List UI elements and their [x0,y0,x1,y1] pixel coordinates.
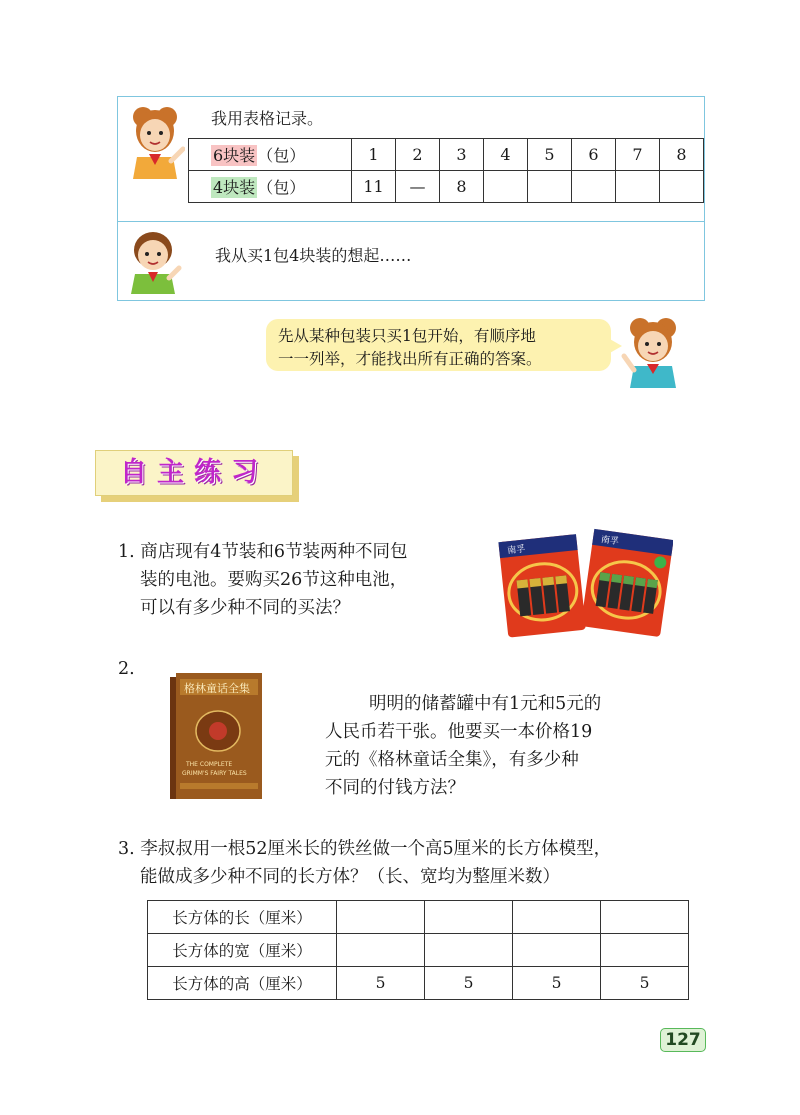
question-2-number: 2. [118,659,135,679]
girl-intro-text: 我用表格记录。 [211,109,324,128]
question-line: 人民币若干张。他要买一本价格19 [325,722,593,742]
row-label: 长方体的高（厘米） [148,967,337,1000]
row-label: 长方体的长（厘米） [148,901,337,934]
hint-line: 一一列举，才能找出所有正确的答案。 [278,350,542,368]
table-cell: 5 [528,139,572,171]
question-line: 3. 李叔叔用一根52厘米长的铁丝做一个高5厘米的长方体模型， [118,839,612,859]
question-line: 元的《格林童话全集》，有多少种 [325,750,579,770]
table-cell: 5 [337,967,425,1000]
table-cell [513,934,601,967]
table-cell: 4 [484,139,528,171]
table-row [148,934,689,967]
table-cell [337,934,425,967]
question-line: 1. 商店现有4节装和6节装两种不同包 [118,542,408,562]
question-line: 明明的储蓄罐中有1元和5元的 [369,694,602,714]
table-row [189,139,704,171]
table-cell [616,171,660,203]
pack-record-table [188,138,704,203]
table-row [148,901,689,934]
question-2 [325,690,670,802]
record-box-divider [118,221,704,222]
table-cell: 3 [440,139,484,171]
table-cell: 5 [513,967,601,1000]
table-cell [513,901,601,934]
table-cell [572,171,616,203]
girl-character-icon [620,312,686,388]
question-1 [118,538,488,622]
table-cell: 5 [425,967,513,1000]
girl-character-icon [123,99,185,179]
question-line: 可以有多少种不同的买法？ [140,598,350,618]
table-cell [601,934,689,967]
question-3 [118,835,718,891]
book-image [170,673,264,801]
table-cell [660,171,704,203]
battery-brand-label: 南孚 [506,544,526,557]
book-title: 格林童话全集 [184,682,250,695]
table-row [189,171,704,203]
table-cell: 6 [572,139,616,171]
table-cell [337,901,425,934]
boy-character-icon [123,228,185,294]
question-line: 装的电池。要购买26节这种电池， [140,570,408,590]
hint-line: 先从某种包装只买1包开始，有顺序地 [278,327,536,345]
row-label: 长方体的宽（厘米） [148,934,337,967]
table-cell [601,901,689,934]
section-title: 自主练习 [95,450,293,496]
battery-brand-label: 南孚 [600,534,620,548]
table-cell: 8 [440,171,484,203]
hint-bubble [266,319,611,371]
book-subtitle-en: GRIMM'S FAIRY TALES [182,770,247,777]
table-cell [425,901,513,934]
table-cell: 11 [352,171,396,203]
table-cell [425,934,513,967]
page-number: 127 [660,1028,706,1052]
battery-pack-image [497,528,673,640]
table-cell: 7 [616,139,660,171]
table-cell [484,171,528,203]
table-cell [528,171,572,203]
table-cell: 8 [660,139,704,171]
row-label-6pack: 6块装 （包） [189,139,352,171]
table-row [148,967,689,1000]
table-cell: 5 [601,967,689,1000]
row-label-4pack: 4块装 （包） [189,171,352,203]
table-cell: 1 [352,139,396,171]
question-line: 不同的付钱方法？ [325,778,465,798]
question-line: 能做成多少种不同的长方体？（长、宽均为整厘米数） [140,867,560,887]
boy-intro-text: 我从买1包4块装的想起…… [215,246,412,265]
table-cell: 2 [396,139,440,171]
cuboid-table [147,900,689,1000]
table-cell: — [396,171,440,203]
book-subtitle-en: THE COMPLETE [186,761,233,768]
